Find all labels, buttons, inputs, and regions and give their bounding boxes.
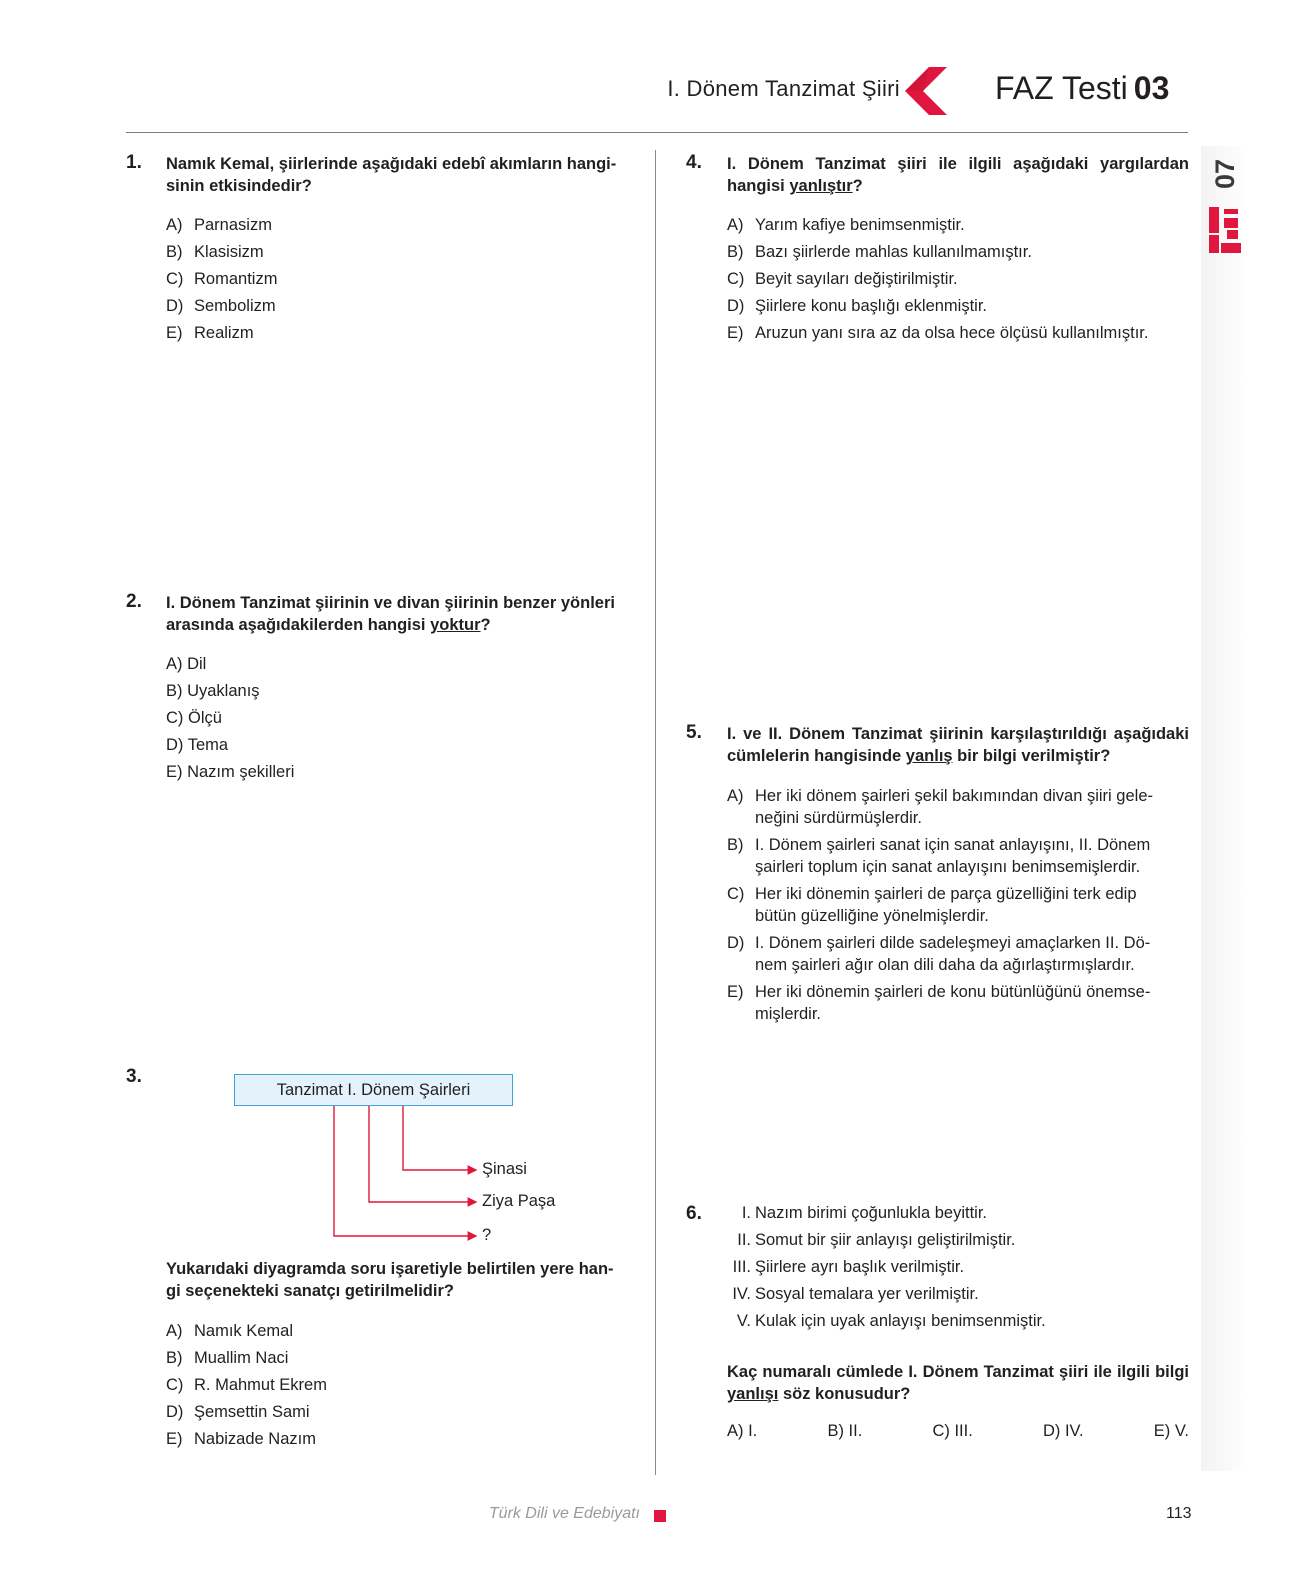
question-2-keyword: yoktur: [430, 616, 481, 634]
option-d[interactable]: D) IV.: [1042, 1422, 1084, 1440]
question-6-text: Kaç numaralı cümlede I. Dönem Tanzimat şiiri ile ilgili bilgi yanlışı söz konusudur?: [727, 1363, 1189, 1403]
question-4-options: [727, 212, 1192, 347]
section-title: I. Dönem Tanzimat Şiiri: [667, 76, 900, 101]
question-1-number: 1.: [126, 152, 142, 173]
question-6-number: 6.: [686, 1203, 702, 1224]
diagram-branch-2: Ziya Paşa: [482, 1192, 556, 1210]
question-5-number: 5.: [686, 722, 702, 743]
option-a[interactable]: A) Yarım kafiye benimsenmiştir.: [727, 216, 965, 234]
option-b[interactable]: B) Klasisizm: [166, 243, 264, 261]
option-c[interactable]: C) Ölçü: [166, 709, 222, 727]
option-e[interactable]: E) Her iki dönemin şairleri de konu bütünlüğünü önemse- mişlerdir.: [727, 983, 1151, 1023]
question-2-text: I. Dönem Tanzimat şiirinin ve divan şiirinin benzer yönleri arasında aşağıdakilerden hangisi yoktur?: [166, 594, 615, 634]
diagram-branch-1: Şinasi: [482, 1160, 527, 1178]
diagram-title-box: Tanzimat I. Dönem Şairleri: [234, 1074, 513, 1106]
page-number: 113: [1166, 1505, 1192, 1522]
option-b[interactable]: B) II.: [827, 1422, 863, 1440]
option-b[interactable]: B) Muallim Naci: [166, 1349, 289, 1367]
option-c[interactable]: C) R. Mahmut Ekrem: [166, 1376, 327, 1394]
footer-subject: Türk Dili ve Edebiyatı: [488, 1505, 640, 1522]
option-c[interactable]: C) Romantizm: [166, 270, 278, 288]
option-a[interactable]: A) I.: [727, 1422, 758, 1440]
question-2-number: 2.: [126, 591, 142, 612]
question-5-options: [727, 785, 1189, 1030]
option-d[interactable]: D) Şemsettin Sami: [166, 1403, 310, 1421]
option-d[interactable]: D) Tema: [166, 736, 229, 754]
option-e[interactable]: E) V.: [1153, 1422, 1189, 1440]
option-d[interactable]: D) Sembolizm: [166, 297, 276, 315]
statement-3: III. Şiirlere ayrı başlık verilmiştir.: [732, 1258, 965, 1276]
question-3-number: 3.: [126, 1066, 142, 1087]
option-b[interactable]: B) I. Dönem şairleri sanat için sanat anlayışını, II. Dönem şairleri toplum için sanat anlayışını benimsemişlerdir.: [727, 836, 1151, 876]
question-5-keyword: yanlış: [905, 747, 953, 765]
question-3-text: Yukarıdaki diyagramda soru işaretiyle belirtilen yere han- gi seçenekteki sanatçı getirilmelidir?: [166, 1260, 614, 1300]
option-d[interactable]: D) I. Dönem şairleri dilde sadeleşmeyi amaçlarken II. Dö- nem şairleri ağır olan dili daha da ağırlaştırmışlardır.: [727, 934, 1151, 974]
header-divider: [126, 132, 1188, 133]
test-title: [995, 70, 1169, 107]
question-6-statements: [724, 1200, 1186, 1335]
diagram-branch-3: ?: [482, 1226, 492, 1244]
option-a[interactable]: A) Her iki dönem şairleri şekil bakımından divan şiiri gele- neğini sürdürmüşlerdir.: [727, 787, 1153, 827]
column-divider: [655, 150, 656, 1475]
option-a[interactable]: A) Parnasizm: [166, 216, 272, 234]
question-4-number: 4.: [686, 152, 702, 173]
question-1-text: Namık Kemal, şiirlerinde aşağıdaki edebî akımların hangi- sinin etkisindedir?: [166, 155, 617, 195]
option-e[interactable]: E) Nabizade Nazım: [166, 1430, 316, 1448]
option-c[interactable]: C) Beyit sayıları değiştirilmiştir.: [727, 270, 958, 288]
diagram-branches: [300, 1104, 490, 1254]
side-tab-number: [1203, 152, 1247, 192]
question-4-keyword: yanlıştır: [789, 177, 853, 195]
option-e[interactable]: E) Nazım şekilleri: [166, 763, 295, 781]
question-6-options: [727, 1422, 1189, 1441]
question-4-text: I. Dönem Tanzimat şiiri ile ilgili aşağıdaki yargılardan hangisi yanlıştır?: [727, 155, 1189, 195]
option-c[interactable]: C) Her iki dönemin şairleri de parça güzelliğini terk edip bütün güzelliğine yönelmişlerdir.: [727, 885, 1137, 925]
option-b[interactable]: B) Bazı şiirlerde mahlas kullanılmamıştır.: [727, 243, 1032, 261]
question-2-options: [166, 651, 626, 786]
option-a[interactable]: A) Dil: [166, 655, 207, 673]
question-6-keyword: yanlışı: [727, 1385, 779, 1403]
test-label: FAZ Testi: [995, 70, 1128, 106]
option-a[interactable]: A) Namık Kemal: [166, 1322, 294, 1340]
option-e[interactable]: E) Realizm: [166, 324, 254, 342]
statement-4: IV. Sosyal temalara yer verilmiştir.: [732, 1285, 979, 1303]
statement-5: V. Kulak için uyak anlayışı benimsenmiştir.: [736, 1312, 1046, 1330]
question-5-text: I. ve II. Dönem Tanzimat şiirinin karşılaştırıldığı aşağıdaki cümlelerin hangisinde yanlış bir bilgi verilmiştir?: [727, 725, 1189, 765]
question-3-options: [166, 1318, 626, 1453]
option-e[interactable]: E) Aruzun yanı sıra az da olsa hece ölçüsü kullanılmıştır.: [727, 324, 1149, 342]
faz-logo-icon: [1207, 205, 1243, 255]
side-tab: [1201, 146, 1249, 1471]
question-1-options: [166, 212, 626, 347]
chevron-left-icon: [903, 67, 949, 115]
statement-2: II. Somut bir şiir anlayışı geliştirilmiştir.: [737, 1231, 1016, 1249]
footer-square-icon: [654, 1510, 666, 1522]
option-c[interactable]: C) III.: [932, 1422, 973, 1440]
statement-1: I. Nazım birimi çoğunlukla beyittir.: [741, 1204, 987, 1222]
option-d[interactable]: D) Şiirlere konu başlığı eklenmiştir.: [727, 297, 988, 315]
option-b[interactable]: B) Uyaklanış: [166, 682, 260, 700]
test-number: 03: [1133, 70, 1170, 106]
svg-text:07: 07: [1210, 158, 1240, 190]
